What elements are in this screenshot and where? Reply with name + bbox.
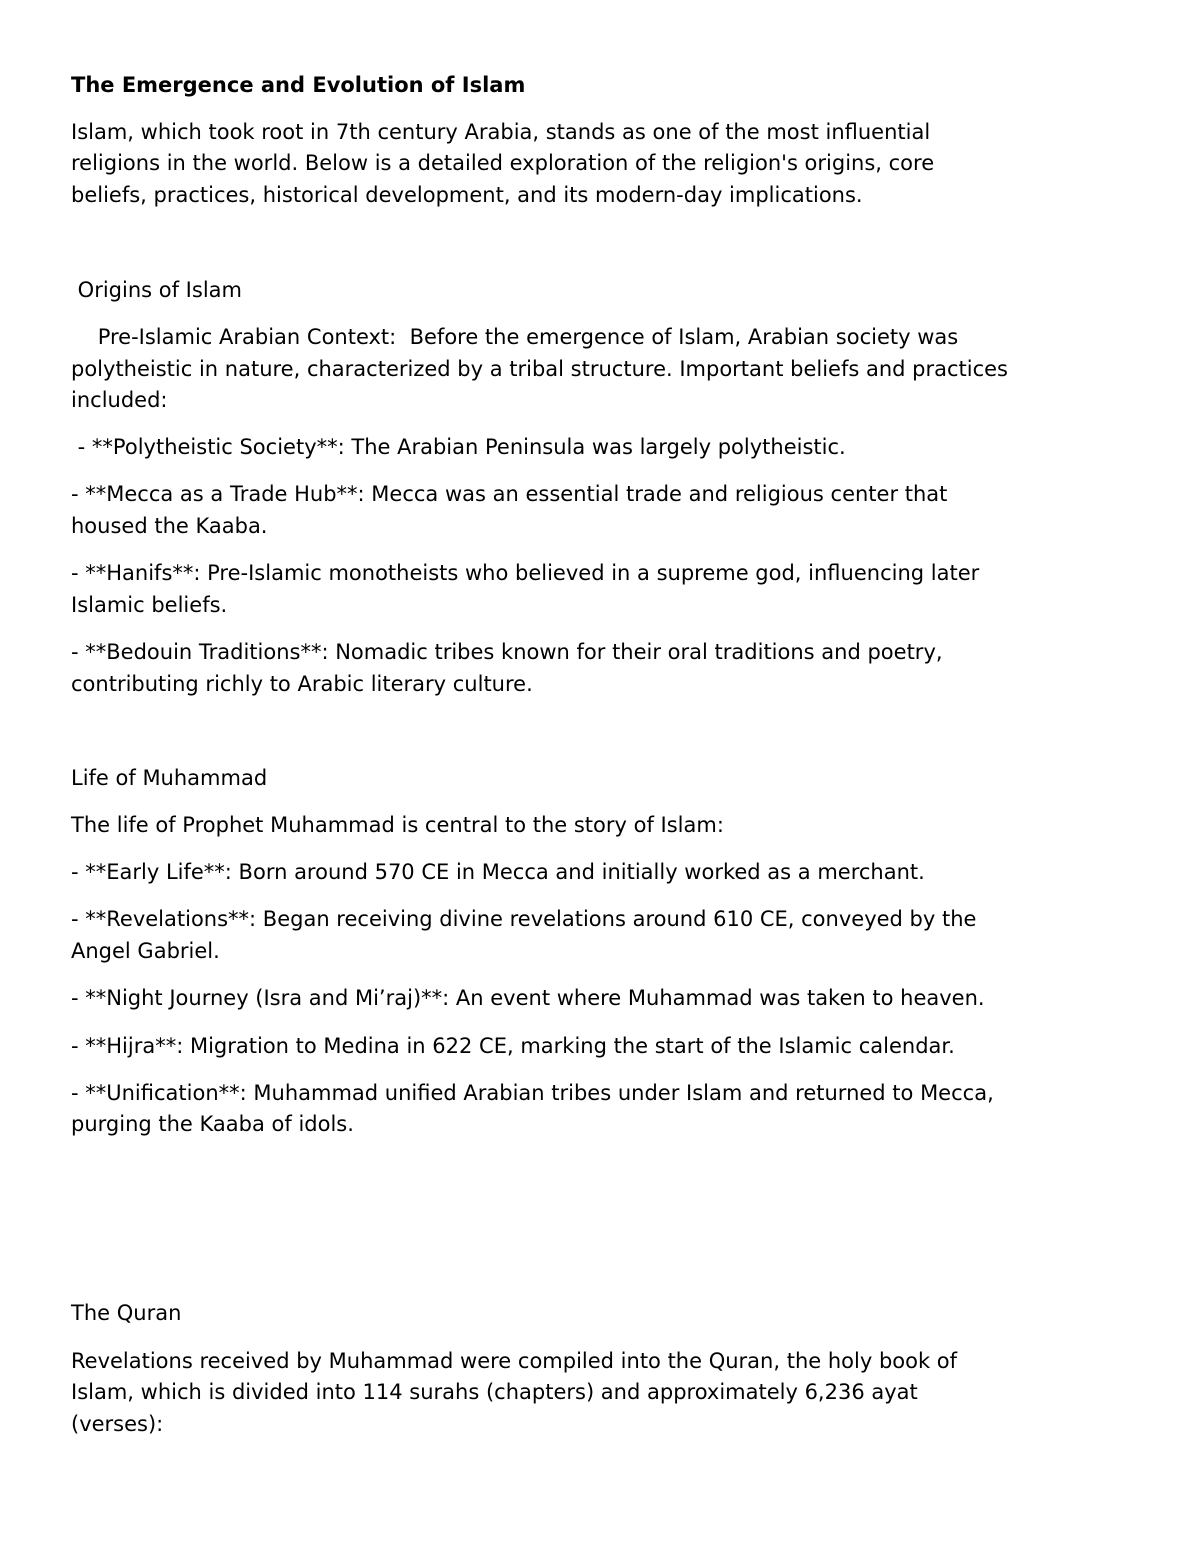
list-item: - **Mecca as a Trade Hub**: Mecca was an essential trade and religious center that [71,482,948,506]
origins-context-line: polytheistic in nature, characterized by a tribal structure. Important beliefs and practices [71,357,1009,381]
list-item: - **Unification**: Muhammad unified Arabian tribes under Islam and returned to Mecca, [71,1081,994,1105]
origins-context-line: included: [71,388,168,412]
intro-line: Islam, which took root in 7th century Arabia, stands as one of the most influential [71,120,931,144]
quran-body-line: Islam, which is divided into 114 surahs (chapters) and approximately 6,236 ayat [71,1380,918,1404]
list-item: - **Hanifs**: Pre-Islamic monotheists who believed in a supreme god, influencing later [71,561,980,585]
section-heading-origins: Origins of Islam [71,278,242,302]
document-title: The Emergence and Evolution of Islam [71,73,526,97]
list-item: - **Hijra**: Migration to Medina in 622 CE, marking the start of the Islamic calendar. [71,1034,955,1058]
section-heading-quran: The Quran [71,1301,182,1325]
section-heading-muhammad: Life of Muhammad [71,766,268,790]
list-item-continuation: purging the Kaaba of idols. [71,1112,354,1136]
quran-body-line: Revelations received by Muhammad were compiled into the Quran, the holy book of [71,1349,958,1373]
intro-line: religions in the world. Below is a detailed exploration of the religion's origins, core [71,151,935,175]
list-item: - **Bedouin Traditions**: Nomadic tribes known for their oral traditions and poetry, [71,640,943,664]
list-item-continuation: housed the Kaaba. [71,514,268,538]
list-item-continuation: contributing richly to Arabic literary culture. [71,672,533,696]
list-item: - **Polytheistic Society**: The Arabian Peninsula was largely polytheistic. [71,435,846,459]
origins-context-line: Pre-Islamic Arabian Context: Before the emergence of Islam, Arabian society was [71,325,959,349]
muhammad-intro: The life of Prophet Muhammad is central to the story of Islam: [71,813,724,837]
list-item: - **Revelations**: Began receiving divine revelations around 610 CE, conveyed by the [71,907,977,931]
list-item: - **Early Life**: Born around 570 CE in Mecca and initially worked as a merchant. [71,860,925,884]
list-item: - **Night Journey (Isra and Mi’raj)**: An event where Muhammad was taken to heaven. [71,986,985,1010]
list-item-continuation: Angel Gabriel. [71,939,220,963]
quran-body-line: (verses): [71,1412,164,1436]
intro-line: beliefs, practices, historical development, and its modern-day implications. [71,183,863,207]
list-item-continuation: Islamic beliefs. [71,593,228,617]
